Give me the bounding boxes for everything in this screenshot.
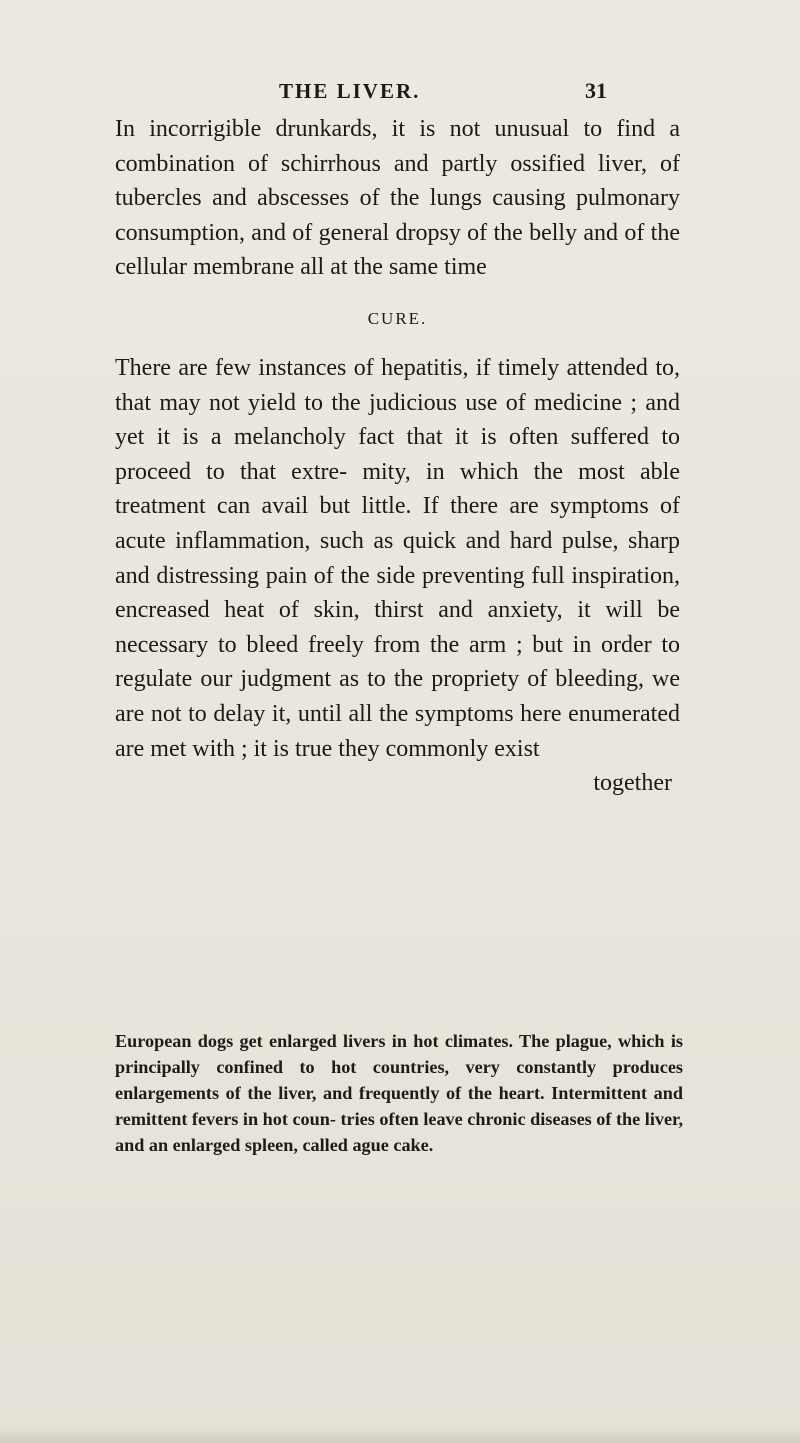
paragraph-cure-catchword: together (593, 770, 672, 797)
main-text (115, 112, 680, 801)
footnote: European dogs get enlarged livers in hot climates. The plague, which is principally confined to hot countries, very constantly produces enlargements of the liver, and frequently of the heart. Intermittent and remittent fevers in hot coun- tries often leave chronic diseases of the liver, and an enlarged spleen, called ague cake. (115, 1031, 683, 1155)
section-heading-cure: CURE. (367, 308, 428, 328)
page-bottom-edge (0, 1429, 800, 1443)
paragraph-cure (115, 351, 680, 801)
running-head (0, 76, 800, 106)
paragraph-drunkards: In incorrigible drunkards, it is not unusual to find a combination of schirrhous and partly ossified liver, of tubercles and abscesses of the lungs causing pulmonary consumption, and of general dropsy of the belly and of the cellular membrane all at the same time (115, 116, 680, 281)
running-title: THE LIVER. (279, 79, 421, 103)
paragraph-cure-text: There are few instances of hepatitis, if timely attended to, that may not yield to the judicious use of medicine ; and yet it is a melancholy fact that it is often suffered to proceed to that extre- mity, in which the most able treatment can avail but little. If there are symptoms of acute inflammation, such as quick and hard pulse, sharp and distressing pain of the side preventing full inspiration, encreased heat of skin, thirst and anxiety, it will be necessary to bleed freely from the arm ; but in order to regulate our judgment as to the propriety of bleeding, we are not to delay it, until all the symptoms here enumerated are met with ; it is true they commonly exist (115, 354, 680, 762)
page-number: 31 (585, 78, 607, 103)
